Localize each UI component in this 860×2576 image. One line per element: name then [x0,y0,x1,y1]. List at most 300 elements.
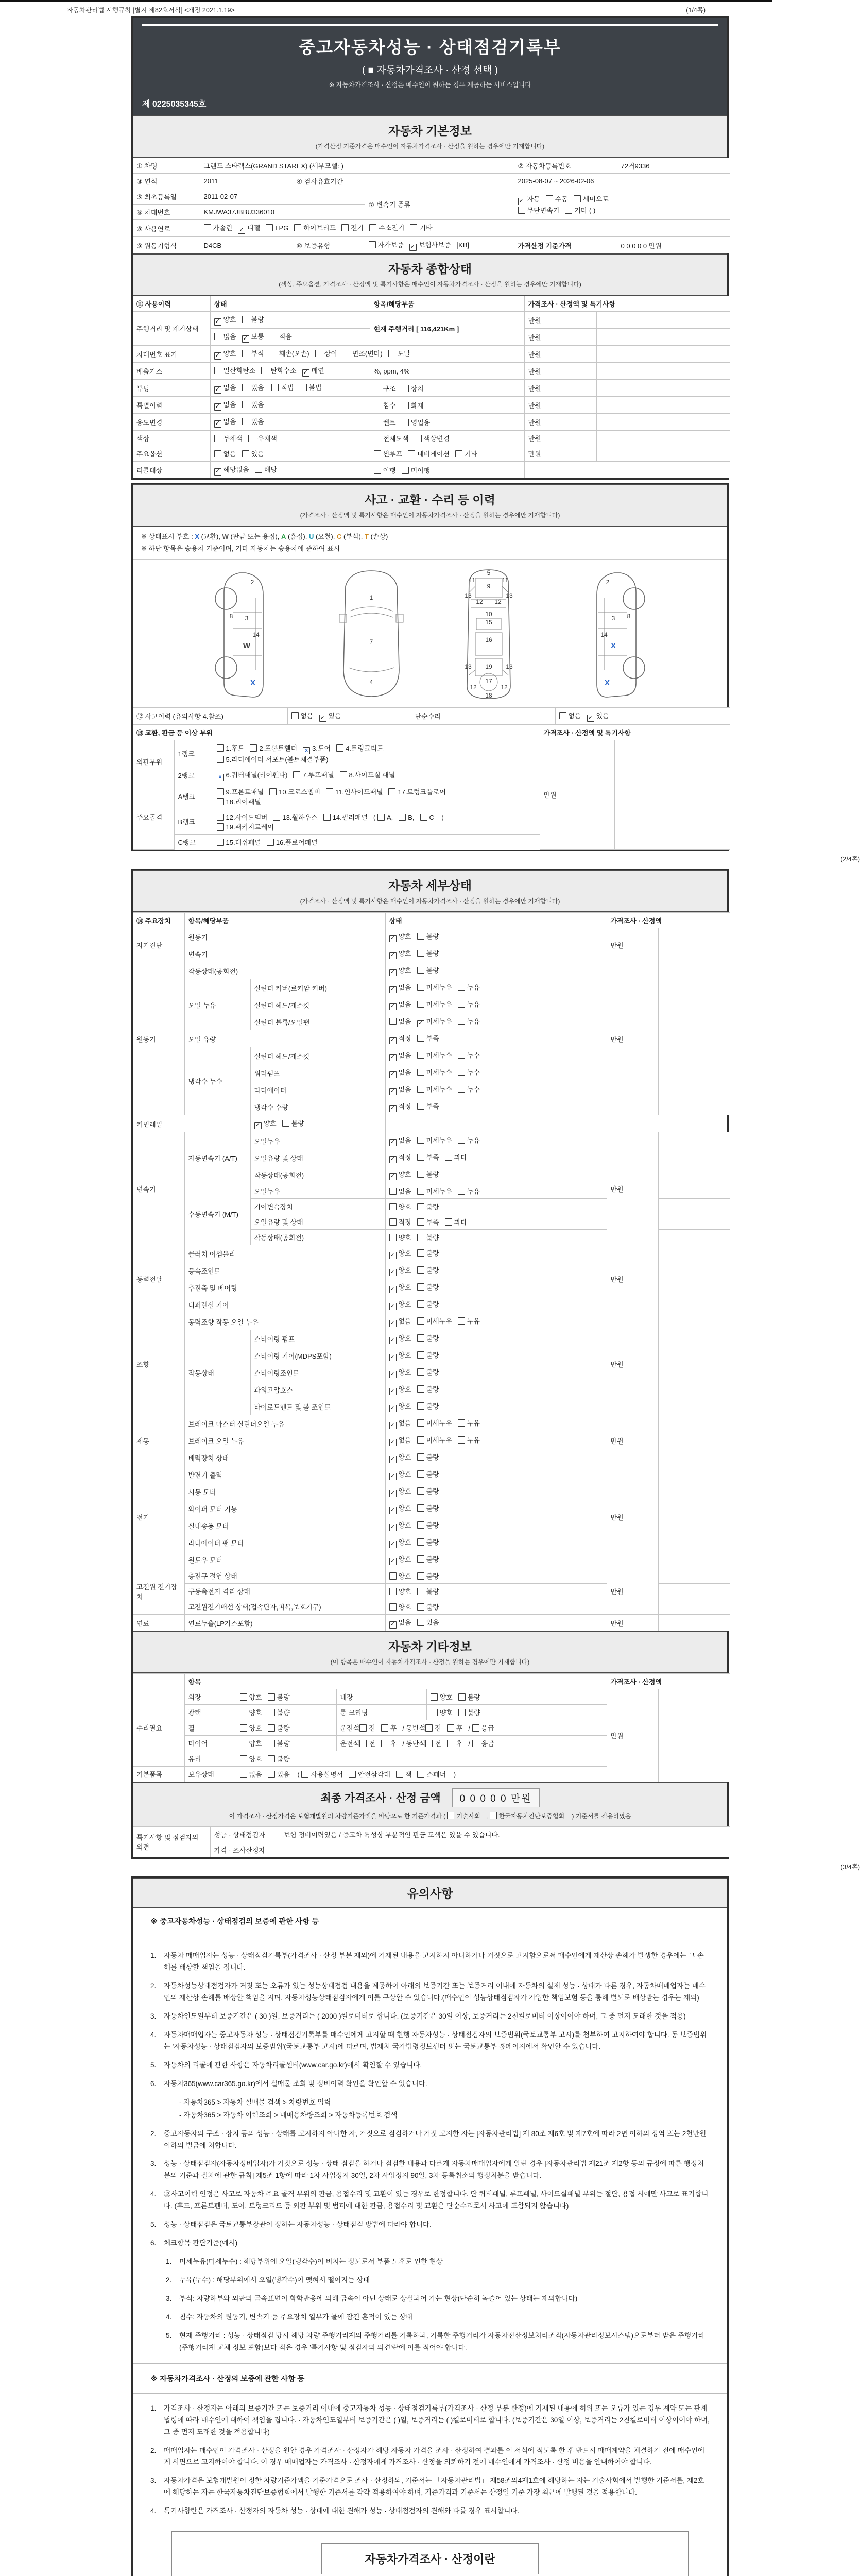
checkbox[interactable]: ✓ [389,1388,397,1395]
text: T [365,533,369,540]
checkbox-label: 후 [456,1740,463,1748]
checkbox-label: 응급 [481,1740,494,1748]
text: 만원 [528,367,541,376]
table-cell [658,1166,730,1183]
checkbox[interactable] [415,435,422,442]
checkbox[interactable]: ✓ [254,1122,262,1129]
table-cell [617,158,730,174]
table-cell [658,1199,730,1214]
checkbox[interactable] [518,207,525,214]
checkbox[interactable] [273,814,280,821]
checkbox[interactable] [417,1283,424,1291]
checkbox[interactable] [458,1018,465,1025]
checkbox[interactable]: ✓ [214,318,221,326]
checkbox[interactable] [458,1419,465,1427]
text: A랭크 [178,793,196,801]
checkbox[interactable] [458,1317,465,1325]
checkbox[interactable] [282,1120,289,1127]
checkbox[interactable] [396,1771,403,1778]
checkbox[interactable] [291,712,299,719]
checkbox[interactable] [214,450,221,457]
checkbox[interactable] [458,1069,465,1076]
checkbox[interactable]: ✓ [389,1252,397,1259]
table-cell [658,1381,730,1398]
checkbox[interactable]: ✓ [302,369,309,377]
checkbox[interactable] [425,1740,433,1747]
checkbox-label: 없음 [398,1188,411,1196]
checkbox[interactable] [242,384,249,391]
checkbox[interactable] [420,814,427,821]
checkbox[interactable] [445,1218,452,1226]
table-cell [287,707,411,724]
checkbox[interactable] [408,450,415,457]
checkbox-option [417,1033,439,1043]
checkbox[interactable]: ✓ [389,1054,397,1061]
checkbox[interactable] [240,1740,247,1747]
checkbox[interactable] [204,224,211,231]
checkbox[interactable] [242,450,249,457]
checkbox[interactable] [472,1724,479,1732]
checkbox-option [389,1050,411,1061]
checkbox[interactable] [217,788,224,795]
checkbox[interactable] [417,1351,424,1359]
table-cell [385,1098,607,1115]
checkbox[interactable] [417,1470,424,1478]
checkbox-option [402,417,431,427]
table-cell [133,312,210,346]
checkbox[interactable] [417,1266,424,1274]
checkbox[interactable] [294,224,301,231]
checkbox[interactable]: ✓ [389,1354,397,1361]
checkbox[interactable] [341,224,349,231]
checkbox[interactable]: ✓ [319,715,326,722]
checkbox-xmark[interactable]: x [217,774,224,781]
checkbox[interactable] [389,1234,397,1241]
checkbox[interactable] [574,195,581,202]
table-cell [133,1674,184,1689]
table-cell [658,1245,730,1262]
checkbox[interactable] [447,1724,454,1732]
checkbox-option [374,449,403,459]
checkbox[interactable] [417,1453,424,1461]
checkbox[interactable] [417,1436,424,1444]
form-table [133,1673,730,1782]
checkbox-option [214,433,243,443]
text: 배력장치 상태 [188,1454,229,1462]
checkbox[interactable] [374,435,381,442]
checkbox-option [417,999,452,1009]
checkbox[interactable] [417,1588,424,1595]
checkbox[interactable] [240,1709,247,1716]
checkbox[interactable] [559,712,566,719]
checkbox[interactable]: ✓ [242,335,249,343]
notice-item-number: 3. [150,2160,157,2168]
form-table [133,296,730,478]
checkbox[interactable] [417,1069,424,1076]
checkbox-label: 없음 [398,1436,411,1445]
checkbox[interactable] [301,1771,308,1778]
checkbox[interactable] [417,1203,424,1210]
checkbox[interactable] [417,950,424,957]
text: ⑭ 주요장치 [136,917,171,925]
checkbox[interactable] [565,207,572,214]
table-cell [133,740,174,784]
checkbox[interactable]: ✓ [389,1320,397,1327]
text: ( [373,813,377,821]
checkbox-option [559,710,581,720]
checkbox[interactable] [268,1740,275,1747]
checkbox[interactable] [417,1603,424,1611]
checkbox[interactable]: ✓ [409,244,417,251]
checkbox-option [417,1152,439,1162]
checkbox[interactable] [374,385,381,392]
checkbox-label: 없음 [398,1018,411,1026]
table-cell [514,237,617,254]
notice-item-text: 중고자동차의 구조 · 장치 등의 성능 · 상태를 고지하지 아니한 자, 거짓으로 점검하거나 거짓 고지한 자는 [자동차관리법] 제 80조 제6호 및 제7호에 따라 2년 이하의 징역 또는 2천만원 이하의 벌금에 처합니다. [164,2129,707,2149]
checkbox[interactable] [214,333,221,340]
checkbox[interactable] [417,1521,424,1529]
checkbox[interactable] [402,385,409,392]
checkbox[interactable]: ✓ [389,1003,397,1010]
text: 수동변속기 (M/T) [188,1211,238,1219]
checkbox[interactable]: ✓ [389,1269,397,1276]
text: 2011-02-07 [203,193,238,200]
table-cell [385,1262,607,1279]
checkbox[interactable] [217,744,224,752]
checkbox[interactable]: ✓ [389,1524,397,1531]
checkbox[interactable] [417,1171,424,1178]
text: 배출가스 [136,367,163,376]
checkbox[interactable]: ✓ [389,1541,397,1548]
checkbox[interactable] [417,1419,424,1427]
document-title: 중고자동차성능 · 상태점검기록부 [299,38,561,57]
checkbox[interactable] [458,1188,465,1195]
checkbox[interactable] [417,1103,424,1110]
checkbox[interactable] [425,1724,433,1732]
checkbox-label: 불법 [308,384,322,392]
checkbox[interactable] [431,1709,438,1716]
checkbox[interactable]: ✓ [389,1286,397,1293]
checkbox[interactable]: ✓ [214,352,221,360]
text: , [486,1812,490,1820]
checkbox[interactable]: ✓ [389,969,397,976]
checkbox-option [445,1217,467,1227]
checkbox[interactable] [300,384,307,391]
checkbox[interactable] [546,195,553,202]
table-cell [607,928,658,962]
checkbox[interactable] [490,1812,497,1819]
checkbox[interactable]: ✓ [389,1473,397,1480]
checkbox[interactable]: ✓ [389,1405,397,1412]
checkbox-xmark[interactable]: x [303,747,310,754]
checkbox[interactable]: ✓ [587,715,594,722]
text: 외판부위 [136,758,163,767]
checkbox[interactable] [217,798,224,805]
checkbox[interactable] [417,1402,424,1410]
text: ) [439,813,444,821]
checkbox[interactable] [410,224,417,231]
checkbox[interactable] [268,1755,275,1762]
checkbox[interactable] [417,1334,424,1342]
checkbox[interactable] [417,1001,424,1008]
checkbox[interactable] [417,1052,424,1059]
checkbox[interactable]: ✓ [389,1558,397,1565]
checkbox-label: 없음 [223,418,236,426]
table-cell [385,1013,607,1030]
checkbox[interactable] [445,1154,452,1161]
checkbox-option [336,743,384,753]
checkbox[interactable] [250,744,257,752]
text: 충전구 절연 상태 [188,1572,237,1581]
checkbox[interactable] [268,1771,275,1778]
checkbox[interactable] [417,1555,424,1563]
notice-item [166,2312,710,2324]
checkbox[interactable] [240,1724,247,1732]
checkbox-label: 적정 [398,1103,411,1111]
checkbox[interactable] [389,1203,397,1210]
checkbox[interactable] [268,1724,275,1732]
checkbox[interactable]: ✓ [389,1071,397,1078]
checkbox[interactable]: ✓ [389,1456,397,1463]
checkbox[interactable] [417,1188,424,1195]
checkbox[interactable] [431,1693,438,1701]
checkbox-label: 양호 [398,1171,411,1179]
checkbox[interactable] [458,1001,465,1008]
checkbox[interactable] [417,967,424,974]
checkbox[interactable] [268,1693,275,1701]
checkbox-label: 불량 [426,1266,439,1275]
checkbox[interactable]: ✓ [214,386,221,394]
checkbox[interactable]: ✓ [389,1621,397,1629]
text: 2011 [203,177,218,185]
checkbox[interactable] [343,350,350,357]
checkbox[interactable]: ✓ [214,403,221,411]
checkbox[interactable] [417,984,424,991]
checkbox[interactable] [270,333,277,340]
checkbox[interactable]: ✓ [389,935,397,942]
checkbox-label: 누수 [467,1069,480,1077]
checkbox[interactable] [417,1487,424,1495]
table-cell [184,962,385,979]
checkbox[interactable] [267,839,274,846]
checkbox[interactable]: ✓ [389,1037,397,1044]
table-cell [184,1534,385,1551]
checkbox-option [388,787,445,796]
checkbox[interactable] [359,1724,367,1732]
checkbox[interactable] [458,1086,465,1093]
form-table [133,158,730,253]
checkbox[interactable] [389,1572,397,1580]
checkbox[interactable]: ✓ [389,1337,397,1344]
checkbox[interactable] [336,744,343,752]
checkbox[interactable] [417,933,424,940]
checkbox[interactable] [323,814,331,821]
checkbox[interactable] [315,350,322,357]
checkbox-label: 많음 [223,333,236,341]
text: 실린더 블록/오일팬 [254,1018,310,1026]
table-cell [133,784,174,850]
checkbox[interactable] [374,467,381,474]
checkbox[interactable]: ✓ [389,1439,397,1446]
checkbox[interactable]: ✓ [389,986,397,993]
checkbox[interactable] [293,771,300,778]
checkbox[interactable] [389,1603,397,1611]
checkbox[interactable]: ✓ [389,1422,397,1429]
checkbox[interactable] [417,1154,424,1161]
checkbox[interactable] [270,350,277,357]
checkbox[interactable] [417,1538,424,1546]
checkbox[interactable] [447,1812,454,1819]
checkbox[interactable]: ✓ [389,1156,397,1163]
checkbox[interactable]: ✓ [214,468,221,476]
checkbox[interactable]: ✓ [389,1507,397,1514]
checkbox[interactable] [472,1740,479,1747]
checkbox[interactable] [269,788,277,795]
diagram-part-number: 2 [250,578,254,586]
text: / [468,1740,472,1748]
checkbox-label: 안전삼각대 [358,1771,390,1779]
checkbox[interactable] [217,814,224,821]
checkbox[interactable] [389,1018,397,1025]
text: C랭크 [178,838,196,846]
checkbox-option [409,240,451,251]
checkbox-label: 불량 [277,1740,290,1748]
checkbox[interactable] [377,814,385,821]
checkbox[interactable] [455,450,462,457]
table-cell [524,312,596,329]
checkbox[interactable] [417,1218,424,1226]
checkbox[interactable] [402,467,409,474]
checkbox[interactable] [458,1436,465,1444]
table-cell [200,205,365,220]
checkbox[interactable]: ✓ [238,227,245,234]
checkbox[interactable]: ✓ [389,1490,397,1497]
checkbox[interactable]: ✓ [389,1173,397,1180]
checkbox[interactable] [268,1709,275,1716]
checkbox[interactable] [240,1755,247,1762]
checkbox[interactable] [389,1188,397,1195]
checkbox[interactable] [381,1724,388,1732]
checkbox[interactable] [217,839,224,846]
checkbox[interactable] [402,419,409,426]
checkbox[interactable]: ✓ [518,198,525,205]
diagram-part-number: 16 [485,636,492,643]
checkbox[interactable] [417,1368,424,1376]
table-cell [385,1149,607,1166]
checkbox[interactable] [242,316,249,323]
checkbox[interactable] [248,435,255,442]
checkbox[interactable] [417,1300,424,1308]
checkbox[interactable] [417,1385,424,1393]
checkbox[interactable] [417,1086,424,1093]
diagram-part-number: 8 [229,612,233,620]
checkbox-label: 없음 [398,1137,411,1145]
checkbox[interactable] [255,466,262,473]
checkbox[interactable] [417,1035,424,1042]
checkbox[interactable] [417,1317,424,1325]
checkbox[interactable] [240,1771,247,1778]
checkbox[interactable] [417,1572,424,1580]
checkbox[interactable] [369,241,376,248]
checkbox[interactable] [242,350,249,357]
checkbox[interactable] [326,788,333,795]
text: 실내송풍 모터 [188,1522,229,1530]
checkbox[interactable] [458,1693,466,1701]
checkbox[interactable] [417,1137,424,1144]
checkbox[interactable]: ✓ [389,1371,397,1378]
checkbox[interactable] [261,367,268,374]
checkbox[interactable] [359,1740,367,1747]
diagram-part-number: 14 [600,631,608,638]
text: 스티어링조인트 [254,1369,300,1377]
text: 디퍼렌셜 기어 [188,1301,229,1309]
checkbox[interactable] [214,435,221,442]
checkbox[interactable] [374,402,381,409]
checkbox[interactable] [374,450,381,457]
checkbox[interactable] [217,823,224,831]
checkbox[interactable] [389,1588,397,1595]
checkbox-option [458,982,480,992]
table-cell [184,1262,385,1279]
checkbox[interactable] [417,1234,424,1241]
checkbox-label: 불량 [426,1603,439,1612]
checkbox[interactable] [458,1709,466,1716]
checkbox[interactable] [388,350,395,357]
text: A [281,533,286,540]
checkbox[interactable]: ✓ [389,1303,397,1310]
checkbox-option [341,223,364,232]
checkbox[interactable] [240,1693,247,1701]
checkbox[interactable]: ✓ [389,1088,397,1095]
checkbox[interactable] [417,1504,424,1512]
checkbox[interactable] [417,1249,424,1257]
checkbox[interactable] [417,1619,424,1626]
checkbox[interactable] [389,1218,397,1226]
checkbox[interactable] [458,1052,465,1059]
text: 라디에이터 팬 모터 [188,1539,244,1547]
checkbox[interactable]: ✓ [417,1020,424,1027]
checkbox[interactable] [447,1740,454,1747]
checkbox[interactable] [374,419,381,426]
checkbox[interactable] [369,224,376,231]
checkbox[interactable]: ✓ [389,1139,397,1146]
table-cell [236,1705,336,1720]
checkbox-option [447,1738,463,1748]
checkbox[interactable]: ✓ [389,952,397,959]
checkbox[interactable] [266,224,273,231]
checkbox[interactable] [458,1137,465,1144]
document-note: ※ 자동차가격조사 · 산정은 매수인이 원하는 경우 제공하는 서비스입니다 [329,81,531,89]
table-cell [133,397,210,414]
checkbox[interactable]: ✓ [214,420,221,428]
checkbox[interactable] [417,1771,424,1778]
diagram-part-number: 4 [369,678,373,686]
checkbox[interactable] [242,418,249,425]
checkbox[interactable] [340,771,347,778]
checkbox[interactable] [349,1771,356,1778]
checkbox[interactable]: ✓ [389,1105,397,1112]
checkbox[interactable] [458,984,465,991]
checkbox[interactable] [388,788,395,795]
checkbox[interactable] [242,401,249,408]
checkbox-label: 훼손(오손) [279,350,309,358]
checkbox[interactable] [381,1740,388,1747]
checkbox[interactable] [214,367,221,374]
checkbox[interactable] [271,384,279,391]
checkbox[interactable] [402,402,409,409]
checkbox[interactable] [399,814,406,821]
checkbox[interactable] [217,756,224,763]
